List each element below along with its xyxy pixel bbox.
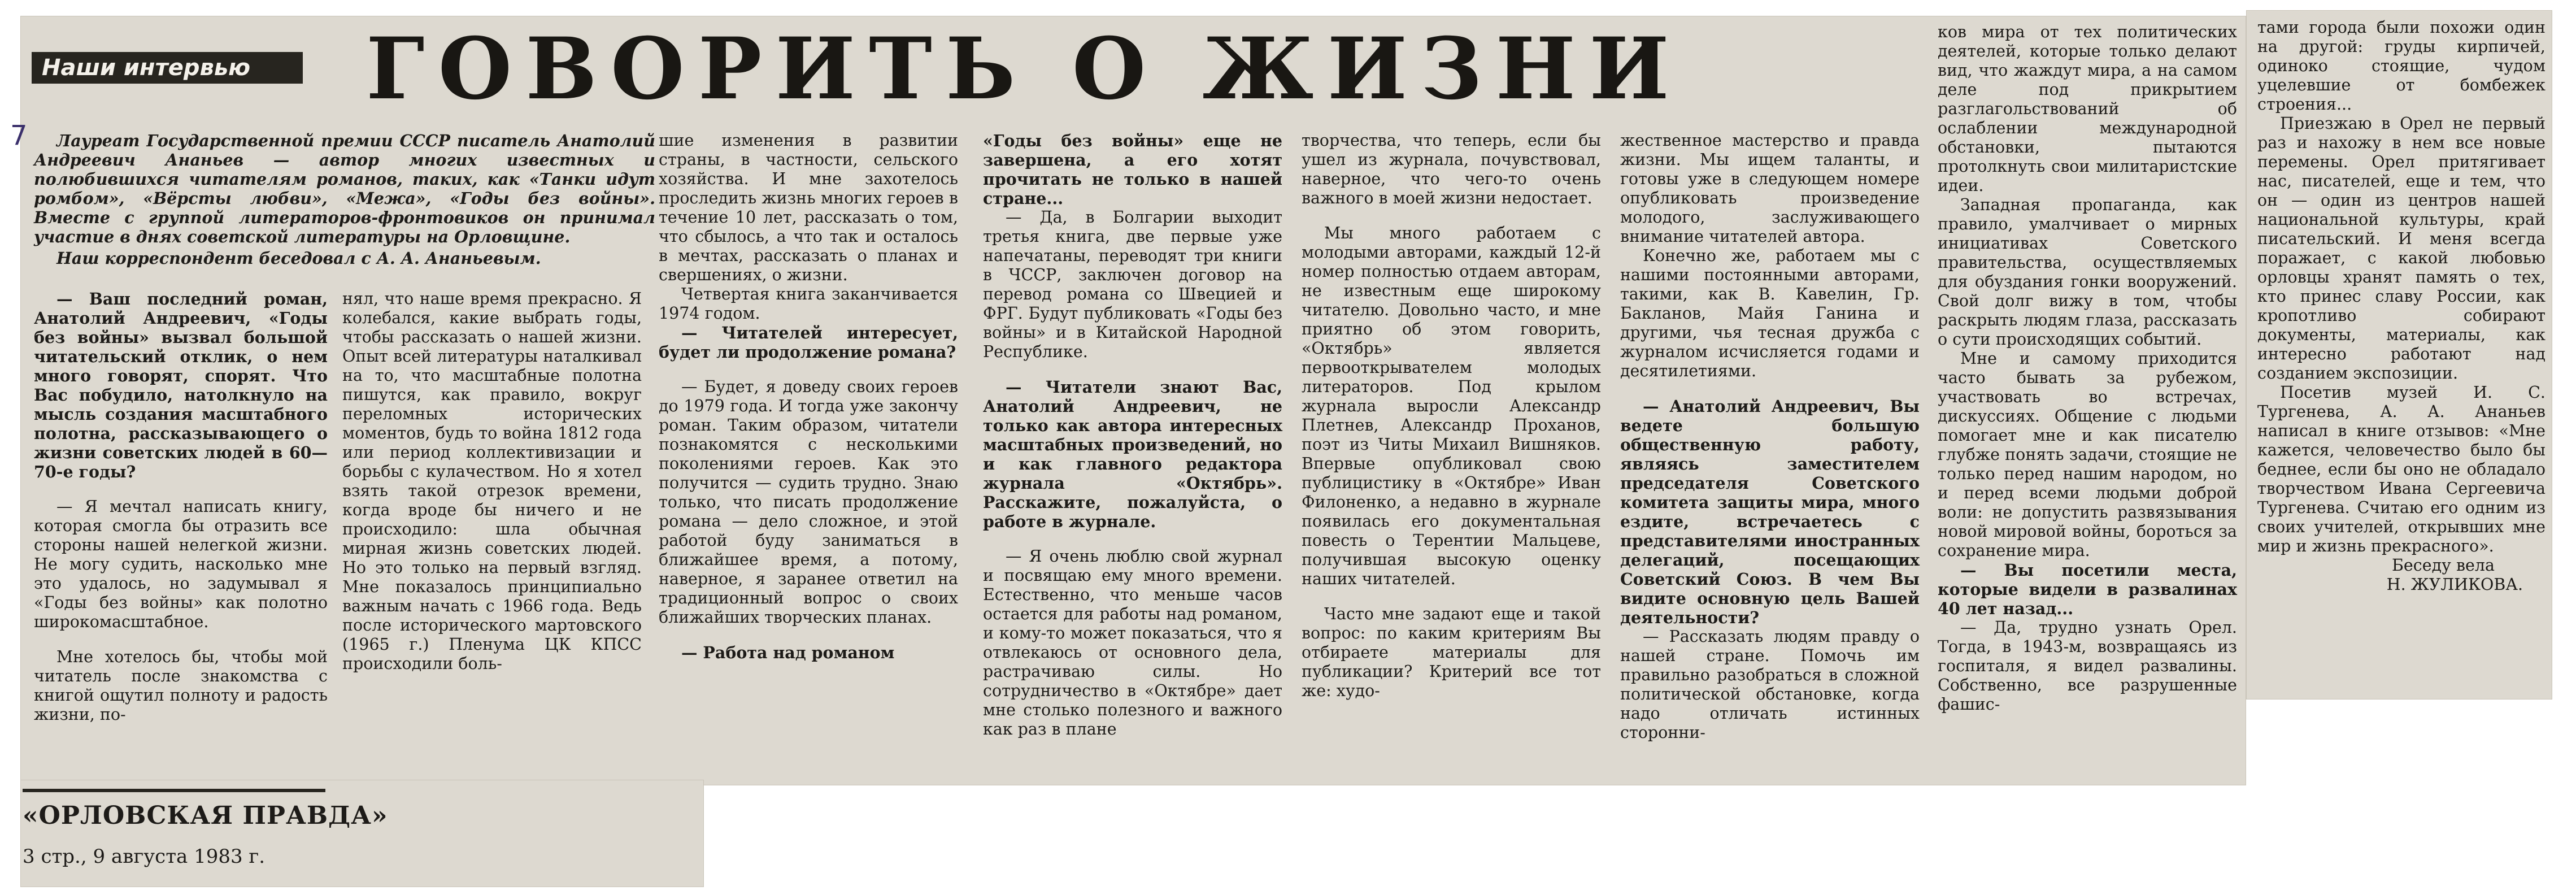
article-column-2 xyxy=(342,289,642,781)
byline-label: Беседу вела xyxy=(2391,556,2495,575)
article-column-6 xyxy=(1620,131,1920,781)
question-1: — Ваш последний роман, Анатолий Андреевич, «Годы без войны» вызвал большой читательский отклик, о нем много говорят, спорят. Что Вас побудило, натолкнуло на мысль создания масштабного полотна, рассказывающего о жизни советских людей в 60—70-е годы? xyxy=(34,289,328,481)
question-6: — Вы посетили места, которые видели в развалинах 40 лет назад... xyxy=(1938,561,2237,618)
column-8-text-2: Приезжаю в Орел не первый раз и нахожу в нем все новые перемены. Орел притягивает нас, писателей, еще и тем, что он — один из центров нашей национальной культуры, край писательский. И меня всегда поражает, с какой любовью орловцы хранят память о тех, кто принес славу России, как кропотливо собирают документы, материалы, как интересно работают над созданием экспозиции. xyxy=(2257,114,2545,383)
column-8-text: тами города были похожи один на другой: груды кирпичей, одиноко стоящие, чудом уцелевшие от бомбежек строения... xyxy=(2257,18,2545,114)
answer-4: — Я очень люблю свой журнал и посвящаю ему много времени. Естественно, что меньше часов остается для работы над романом, и кому-то может показаться, что я отвлекаюсь от основного дела, растрачиваю силы. Но сотрудничество в «Октябре» дает мне столько полезного и важного как раз в плане xyxy=(983,547,1282,738)
answer-1: — Я мечтал написать книгу, которая смогла бы отразить все стороны нашей нелегкой жизни. Не могу судить, насколько мне это удалось, но задумывал я «Годы без войны» как полотно широкомасштабное. xyxy=(34,497,328,631)
column-7-text-3: Мне и самому приходится часто бывать за рубежом, участвовать во встречах, дискуссиях. Общение с людьми помогает мне и как писателю глубже понять задачи, стоящие не только перед нашим народом, но и перед всеми людьми доброй воли: не допустить развязывания новой мировой войны, бороться за сохранение мира. xyxy=(1938,349,2237,560)
question-5: — Анатолий Андреевич, Вы ведете большую общественную работу, являясь заместителем председателя Советского комитета защиты мира, много ездите, встречаетесь с представителями иностранных делегаций, посещающих Советский Союз. В чем Вы видите основную цель Вашей деятельности? xyxy=(1620,397,1920,627)
column-5-text-3: Часто мне задают еще и такой вопрос: по каким критериям Вы отбираете материалы для публикации? Критерий все тот же: худо- xyxy=(1302,605,1601,700)
article-column-7 xyxy=(1938,23,2237,780)
article-column-5 xyxy=(1302,131,1601,781)
answer-3: — Да, в Болгарии выходит третья книга, две первые уже напечатаны, переводят три книги в ЧССР, заключен договор на перевод романа со Швецией и ФРГ. Будут публиковать «Годы без войны» и в Китайской Народной Республике. xyxy=(983,208,1282,361)
column-5-text: творчества, что теперь, если бы ушел из журнала, почувствовал, наверное, что чего-то очень важного в моей жизни недостает. xyxy=(1302,131,1601,207)
newspaper-masthead xyxy=(23,789,388,874)
margin-handwritten-mark: 7 xyxy=(10,120,28,151)
column-5-text-2: Мы много работаем с молодыми авторами, каждый 12-й номер полностью отдаем авторам, не известным еще широкому читателю. Довольно часто, и мне приятно об этом говорить, «Октябрь» является первооткрывателем молодых литераторов. Под крылом журнала выросли Александр Плетнев, Александр Проханов, поэт из Читы Михаил Вишняков. Впервые опубликовал свою публицистику в «Октябре» Иван Филоненко, а недавно в журнале появилась его документальная повесть о Терентии Мальцеве, получившая высокую оценку наших читателей. xyxy=(1302,224,1601,588)
question-2: — Читателей интересует, будет ли продолжение романа? xyxy=(659,323,958,362)
article-column-4 xyxy=(983,131,1282,781)
lead-paragraph: Лауреат Государственной премии СССР писатель Анатолий Андреевич Ананьев — автор многих известных и полюбившихся читателям романов, таких, как «Танки идут ромбом», «Вёрсты любви», «Межа», «Годы без войны». Вместе с группой литераторов-фронтовиков он принимал участие в днях советской литературы на Орловщине. xyxy=(34,131,655,246)
article-column-3 xyxy=(659,131,958,781)
column-6-text-2: Конечно же, работаем мы с нашими постоянными авторами, такими, как В. Кавелин, Гр. Бакланов, Майя Ганина и другими, чья тесная дружба с журналом исчисляется годами и десятилетиями. xyxy=(1620,246,1920,380)
answer-6: — Да, трудно узнать Орел. Тогда, в 1943-м, возвращаясь из госпиталя, я видел развалины. Собственно, все разрушенные фашис- xyxy=(1938,618,2237,714)
headline: ГОВОРИТЬ О ЖИЗНИ xyxy=(366,19,1683,119)
column-7-text: ков мира от тех политических деятелей, которые только делают вид, что жаждут мира, а на самом деле под прикрытием разглагольствований об ослаблении международной обстановки, пытаются протолкнуть свои милитаристские идеи. xyxy=(1938,23,2237,195)
answer-1-continued: Мне хотелось бы, чтобы мой читатель после знакомства с книгой ощутил полноту и радость жизни, по- xyxy=(34,648,328,724)
column-3-text-2: Четвертая книга заканчивается 1974 годом. xyxy=(659,285,958,323)
byline-author: Н. ЖУЛИКОВА. xyxy=(2386,575,2523,594)
column-6-text: жественное мастерство и правда жизни. Мы ищем таланты, и готовы уже в следующем номере опубликовать произведение молодого, заслуживающего внимание читателей автора. xyxy=(1620,131,1920,246)
article-column-1b xyxy=(34,249,655,271)
column-3-text: шие изменения в развитии страны, в частности, сельского хозяйства. И мне захотелось проследить жизнь многих героев в течение 10 лет, рассказать о том, что сбылось, а что так и осталось в мечтах, рассказать о планах и свершениях, о жизни. xyxy=(659,131,958,284)
question-3-continued: «Годы без войны» еще не завершена, а его хотят прочитать не только в нашей стране... xyxy=(983,131,1282,208)
article-column-1 xyxy=(34,131,655,246)
article-column-1c xyxy=(34,289,328,781)
column-8-text-3: Посетив музей И. С. Тургенева, А. А. Ананьев написал в книге отзывов: «Мне кажется, человечество было бы беднее, если бы оно не обладало творчеством Ивана Сергеевича Тургенева. Считаю его одним из своих учителей, открывших мне мир и жизнь прекрасного». xyxy=(2257,383,2545,555)
column-2-text: нял, что наше время прекрасно. Я колебался, какие выбрать годы, чтобы рассказать о нашей жизни. Опыт всей литературы наталкивал на то, что масштабные полотна пишутся, как правило, вокруг переломных исторических моментов, будь то война 1812 года или период коллективизации и борьбы с кулачеством. Но я хотел взять такой отрезок времени, когда вроде бы ничего и не происходило: шла обычная мирная жизнь советских людей. Но это только на первый взгляд. Мне показалось принципиально важным начать с 1966 года. Ведь после исторического мартовского (1965 г.) Пленума ЦК КПСС происходили боль- xyxy=(342,289,642,673)
answer-5: — Рассказать людям правду о нашей стране. Помочь им правильно разобраться в сложной политической обстановке, когда надо отличать истинных сторонни- xyxy=(1620,627,1920,742)
answer-2: — Будет, я доведу своих героев до 1979 года. И тогда уже закончу роман. Таким образом, читатели познакомятся с несколькими поколениями героев. Как это получится — судить трудно. Знаю только, что писать продолжение романа — дело сложное, и этой работой буду заниматься в ближайшее время, а потому, наверное, я заранее ответил на традиционный вопрос о своих ближайших творческих планах. xyxy=(659,377,958,627)
article-column-8 xyxy=(2257,18,2545,696)
newspaper-name: «ОРЛОВСКАЯ ПРАВДА» xyxy=(23,801,388,830)
question-4: — Читатели знают Вас, Анатолий Андреевич, не только как автора интересных масштабных произведений, но и как главного редактора журнала «Октябрь». Расскажите, пожалуйста, о работе в журнале. xyxy=(983,377,1282,531)
publication-date: 3 стр., 9 августа 1983 г. xyxy=(23,845,266,868)
rubric-label: Наши интервью xyxy=(32,52,303,84)
question-3: — Работа над романом xyxy=(681,643,895,662)
intro-line: Наш корреспондент беседовал с А. А. Ананьевым. xyxy=(56,249,541,268)
column-7-text-2: Западная пропаганда, как правило, умалчивает о мирных инициативах Советского правительства, осуществляемых для обуздания гонки вооружений. Свой долг вижу в том, чтобы раскрыть людям глаза, рассказать о сути происходящих событий. xyxy=(1938,195,2237,349)
